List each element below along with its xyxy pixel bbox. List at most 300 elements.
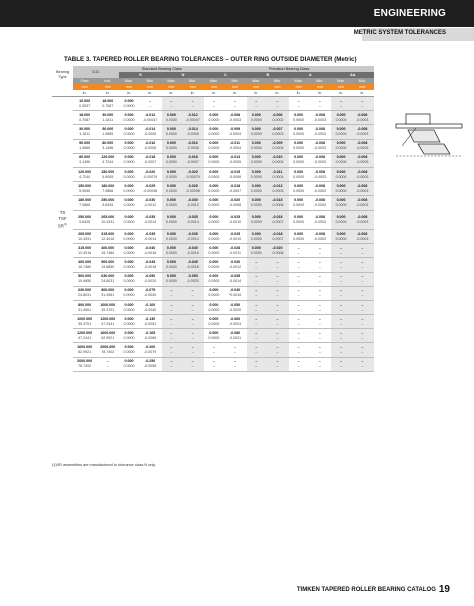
value-mm: 1600.000 xyxy=(77,345,93,350)
value-mm: -0.020 xyxy=(229,197,241,202)
value-in: – xyxy=(318,293,321,298)
value-mm: – xyxy=(170,302,173,307)
value-mm: -0.008 xyxy=(357,112,368,117)
table-row xyxy=(52,97,374,111)
value-mm: -0.030 xyxy=(187,197,198,202)
value-mm: – xyxy=(297,345,300,350)
value-mm: -0.013 xyxy=(272,183,283,188)
value-mm: 400.000 xyxy=(101,245,115,250)
od-incl-cell xyxy=(96,210,119,229)
tolerance-cell xyxy=(289,139,308,153)
value-mm: 0.000 xyxy=(166,259,176,264)
tolerance-cell xyxy=(119,196,138,210)
value-mm: 0.000 xyxy=(124,302,134,307)
tolerance-cell xyxy=(223,97,246,111)
tolerance-cell xyxy=(204,182,223,196)
value-mm: -0.016 xyxy=(145,141,156,146)
value-mm: -0.028 xyxy=(229,245,241,250)
tolerance-cell xyxy=(289,286,308,300)
tolerance-cell xyxy=(139,315,162,329)
value-mm: – xyxy=(255,345,258,350)
tolerance-cell xyxy=(162,111,181,125)
od-over-cell xyxy=(73,111,96,125)
tolerance-cell xyxy=(266,244,289,258)
tolerance-cell xyxy=(289,315,308,329)
table-row xyxy=(52,272,374,286)
value-in: – xyxy=(255,279,258,284)
value-mm: 630.000 xyxy=(101,274,115,279)
value-in: -0.0018 xyxy=(144,264,157,269)
od-incl-cell xyxy=(96,300,119,314)
value-in: – xyxy=(255,307,258,312)
tolerance-cell xyxy=(204,229,223,243)
value-in: 0.0000 xyxy=(208,219,220,224)
table-row xyxy=(52,357,374,371)
value-in: 0.0000 xyxy=(123,236,135,241)
tolerance-cell xyxy=(331,139,350,153)
value-in: 0.3937 xyxy=(79,103,91,108)
bearing-type-cell xyxy=(52,182,73,196)
value-in: -0.0004 xyxy=(271,174,284,179)
value-in: 31.4961 xyxy=(78,307,92,312)
value-mm: -0.008 xyxy=(314,231,325,236)
tolerance-cell xyxy=(139,125,162,139)
value-in: 0.0000 xyxy=(123,335,135,340)
value-mm: – xyxy=(170,98,173,103)
value-in: -0.0004 xyxy=(228,146,242,151)
value-in: 19.6850 xyxy=(101,264,115,269)
column-subheader: Max. xyxy=(119,78,138,84)
unit-mm-label: mm xyxy=(139,84,162,90)
value-in: -0.0004 xyxy=(271,146,284,151)
tolerance-cell xyxy=(289,167,308,181)
value-mm: -0.040 xyxy=(229,288,241,293)
od-incl-cell xyxy=(96,244,119,258)
tolerance-cell xyxy=(223,125,246,139)
tolerance-cell xyxy=(181,153,204,167)
od-incl-cell xyxy=(96,139,119,153)
tolerance-cell xyxy=(351,258,374,272)
column-subheader: Max. xyxy=(204,78,223,84)
bearing-type-cell xyxy=(52,125,73,139)
value-mm: – xyxy=(297,316,300,321)
value-in: 0.0000 xyxy=(250,236,262,241)
value-mm: -0.035 xyxy=(145,231,156,236)
tolerance-cell xyxy=(308,258,331,272)
value-mm: -0.050 xyxy=(229,302,241,307)
od-over-cell xyxy=(73,210,96,229)
section-subtitle: METRIC SYSTEM TOLERANCES xyxy=(353,30,446,36)
value-in: 0.0000 xyxy=(208,335,220,340)
value-in: -0.0003 xyxy=(356,188,369,193)
od-over-cell xyxy=(73,244,96,258)
tolerance-cell xyxy=(289,125,308,139)
value-in: 0.0000 xyxy=(123,219,135,224)
value-mm: 630.000 xyxy=(78,288,92,293)
tolerance-cell xyxy=(139,244,162,258)
tolerance-cell xyxy=(223,196,246,210)
value-in: -0.0010 xyxy=(228,236,242,241)
value-mm: -0.050 xyxy=(145,274,156,279)
value-mm: – xyxy=(340,359,343,364)
value-mm: 0.000 xyxy=(251,141,261,146)
value-mm: 0.000 xyxy=(166,197,176,202)
value-mm: -0.008 xyxy=(314,214,325,219)
value-mm: -0.020 xyxy=(187,169,198,174)
value-in: 62.9921 xyxy=(101,335,115,340)
bearing-type-cell xyxy=(52,139,73,153)
value-in: – xyxy=(297,293,300,298)
value-in: – xyxy=(297,103,300,108)
column-subheader: Incl. xyxy=(96,78,119,84)
value-in: 0.0000 xyxy=(335,174,347,179)
value-in: – xyxy=(340,293,343,298)
value-mm: – xyxy=(212,345,215,350)
od-header: O.D. xyxy=(73,66,119,78)
value-mm: 400.000 xyxy=(78,259,92,264)
tolerance-cell xyxy=(351,210,374,229)
tolerance-cell xyxy=(119,139,138,153)
value-in: – xyxy=(361,293,364,298)
value-mm: – xyxy=(170,288,173,293)
value-in: – xyxy=(255,293,258,298)
value-mm: 0.000 xyxy=(166,112,176,117)
value-mm: – xyxy=(361,316,364,321)
table-row xyxy=(52,258,374,272)
unit-mm-label: mm xyxy=(96,84,119,90)
value-in: -0.0003 xyxy=(356,160,369,165)
value-in: -0.00098 xyxy=(143,188,158,193)
value-mm: -0.075 xyxy=(145,288,156,293)
value-mm: – xyxy=(255,302,258,307)
value-mm: -0.030 xyxy=(145,197,156,202)
value-mm: – xyxy=(191,316,194,321)
od-incl-cell xyxy=(96,357,119,371)
value-in: -0.0003 xyxy=(356,174,369,179)
bearing-type-cell xyxy=(52,153,73,167)
tolerance-cell xyxy=(289,97,308,111)
value-in: 0.0000 xyxy=(208,293,220,298)
value-mm: 0.000 xyxy=(336,197,346,202)
value-mm: 0.000 xyxy=(251,155,261,160)
tolerance-cell xyxy=(308,329,331,343)
tolerance-cell xyxy=(204,196,223,210)
tolerance-cell xyxy=(223,153,246,167)
value-mm: -0.008 xyxy=(314,169,325,174)
tolerance-cell xyxy=(181,286,204,300)
value-in: -0.00098 xyxy=(185,188,200,193)
value-mm: 0.000 xyxy=(209,214,219,219)
unit-mm-label: mm xyxy=(181,84,204,90)
value-mm: – xyxy=(276,259,279,264)
tolerance-cell xyxy=(181,229,204,243)
value-in: 0.0000 xyxy=(123,202,135,207)
value-in: 15.7480 xyxy=(78,264,92,269)
tolerance-cell xyxy=(266,315,289,329)
tolerance-cell xyxy=(204,343,223,357)
value-in: 78.7402 xyxy=(101,350,115,355)
od-over-cell xyxy=(73,357,96,371)
value-in: -0.0006 xyxy=(228,174,242,179)
tolerance-cell xyxy=(139,286,162,300)
value-mm: -0.008 xyxy=(314,112,325,117)
tolerance-cell xyxy=(308,97,331,111)
tolerance-cell xyxy=(162,125,181,139)
value-mm: -0.014 xyxy=(145,126,156,131)
tolerance-cell xyxy=(139,153,162,167)
value-mm: 180.000 xyxy=(101,183,115,188)
value-in: – xyxy=(318,335,321,340)
value-mm: -0.050 xyxy=(187,274,198,279)
tolerance-cell xyxy=(181,182,204,196)
value-mm: 0.000 xyxy=(294,183,304,188)
table-row xyxy=(52,315,374,329)
value-in: 5.9055 xyxy=(102,174,114,179)
column-subheader: Max. xyxy=(247,78,266,84)
bearing-type-label: TS xyxy=(59,210,66,215)
value-in: 0.0000 xyxy=(165,219,177,224)
od-over-cell xyxy=(73,139,96,153)
value-mm: 0.000 xyxy=(209,112,219,117)
tolerance-cell xyxy=(308,343,331,357)
value-in: 0.0000 xyxy=(165,250,177,255)
value-in: 0.0000 xyxy=(208,188,220,193)
table-row xyxy=(52,244,374,258)
tolerance-cell xyxy=(247,343,266,357)
tolerance-cell xyxy=(289,196,308,210)
tolerance-cell xyxy=(331,196,350,210)
tolerance-cell xyxy=(223,210,246,229)
value-in: -0.0003 xyxy=(313,236,326,241)
od-over-cell xyxy=(73,300,96,314)
unit-in-label: in. xyxy=(162,90,181,97)
value-in: 31.4961 xyxy=(101,293,115,298)
value-mm: 0.000 xyxy=(294,231,304,236)
tolerance-cell xyxy=(351,343,374,357)
table-row xyxy=(52,111,374,125)
value-in: 0.0000 xyxy=(123,250,135,255)
value-mm: -0.012 xyxy=(187,112,198,117)
value-mm: – xyxy=(340,245,343,250)
tolerance-cell xyxy=(351,357,374,371)
value-in: – xyxy=(170,350,173,355)
value-in: 0.0000 xyxy=(208,202,220,207)
value-in: 4.7244 xyxy=(79,174,91,179)
value-in: 0.0000 xyxy=(293,146,305,151)
tolerance-cell xyxy=(139,258,162,272)
value-in: -0.0014 xyxy=(186,219,199,224)
value-mm: – xyxy=(170,359,173,364)
value-mm: – xyxy=(318,288,321,293)
tolerance-cell xyxy=(351,111,374,125)
tolerance-cell xyxy=(223,229,246,243)
value-in: -0.0024 xyxy=(228,321,242,326)
value-in: 39.3701 xyxy=(78,321,92,326)
value-in: -0.0008 xyxy=(271,250,284,255)
tolerance-cell xyxy=(139,111,162,125)
value-in: -0.0010 xyxy=(228,219,242,224)
value-mm: – xyxy=(170,330,173,335)
value-mm: -0.035 xyxy=(229,274,241,279)
value-in: 0.0000 xyxy=(123,174,135,179)
value-mm: – xyxy=(276,345,279,350)
value-in: – xyxy=(276,293,279,298)
value-in: 0.0000 xyxy=(250,146,262,151)
value-in: 0.0000 xyxy=(208,236,220,241)
value-mm: 315.000 xyxy=(101,231,115,236)
table-row xyxy=(52,343,374,357)
tolerance-cell xyxy=(181,97,204,111)
value-mm: 0.000 xyxy=(336,141,346,146)
value-mm: 1000.000 xyxy=(77,316,93,321)
tolerance-cell xyxy=(308,286,331,300)
od-over-cell xyxy=(73,343,96,357)
value-in: -0.0065 xyxy=(144,335,157,340)
od-incl-cell xyxy=(96,286,119,300)
tolerance-cell xyxy=(181,244,204,258)
value-mm: – xyxy=(340,330,343,335)
value-in: 0.0000 xyxy=(165,188,177,193)
tolerance-cell xyxy=(119,97,138,111)
value-in: -0.0006 xyxy=(144,146,157,151)
tolerance-cell xyxy=(223,182,246,196)
value-mm: 0.000 xyxy=(124,231,134,236)
value-mm: 0.000 xyxy=(166,245,176,250)
value-in: – xyxy=(276,103,279,108)
unit-in-label: in. xyxy=(119,90,138,97)
value-in: -0.0018 xyxy=(186,264,199,269)
tolerance-cell xyxy=(162,343,181,357)
value-in: 0.0000 xyxy=(335,131,347,136)
value-mm: -0.165 xyxy=(145,330,156,335)
value-in: -0.00079 xyxy=(185,174,200,179)
table-row xyxy=(52,210,374,229)
value-mm: -0.020 xyxy=(272,245,283,250)
tolerance-cell xyxy=(139,167,162,181)
value-mm: – xyxy=(340,274,343,279)
value-mm: 0.000 xyxy=(209,302,219,307)
tolerance-cell xyxy=(223,343,246,357)
tolerance-cell xyxy=(119,167,138,181)
value-mm: -0.012 xyxy=(145,112,156,117)
value-mm: – xyxy=(297,98,300,103)
value-mm: 180.000 xyxy=(78,197,92,202)
tolerance-cell xyxy=(308,357,331,371)
value-in: -0.0014 xyxy=(228,279,242,284)
value-in: 0.0000 xyxy=(208,174,220,179)
class-a-header: A xyxy=(289,72,331,78)
tolerance-cell xyxy=(247,210,266,229)
value-in: – xyxy=(106,364,109,369)
od-over-cell xyxy=(73,182,96,196)
value-in: -0.0003 xyxy=(356,131,369,136)
table-row xyxy=(52,125,374,139)
value-mm: 0.000 xyxy=(124,214,134,219)
section-title: ENGINEERING xyxy=(373,8,446,19)
value-in: – xyxy=(297,279,300,284)
unit-mm-label: mm xyxy=(73,84,96,90)
tolerance-cell xyxy=(204,258,223,272)
tolerance-cell xyxy=(331,182,350,196)
od-over-cell xyxy=(73,258,96,272)
tolerance-cell xyxy=(308,272,331,286)
tolerance-cell xyxy=(247,182,266,196)
tolerance-cell xyxy=(181,329,204,343)
value-in: 0.0000 xyxy=(335,160,347,165)
value-mm: – xyxy=(255,288,258,293)
value-mm: – xyxy=(234,98,237,103)
column-subheader: Max. xyxy=(289,78,308,84)
bearing-type-cell xyxy=(52,286,73,300)
value-mm: 0.000 xyxy=(251,214,261,219)
tolerance-cell xyxy=(119,244,138,258)
od-over-cell xyxy=(73,272,96,286)
value-in: 78.7402 xyxy=(78,364,92,369)
tolerance-cell xyxy=(139,300,162,314)
value-in: – xyxy=(191,307,194,312)
column-subheader: Min. xyxy=(266,78,289,84)
value-mm: – xyxy=(255,359,258,364)
tolerance-cell xyxy=(331,210,350,229)
tolerance-cell xyxy=(204,210,223,229)
value-in: – xyxy=(340,350,343,355)
tolerance-cell xyxy=(266,125,289,139)
value-in: 0.0000 xyxy=(208,307,220,312)
unit-in-label: in. xyxy=(139,90,162,97)
value-mm: – xyxy=(361,245,364,250)
table-row xyxy=(52,167,374,181)
bearing-type-cell xyxy=(52,300,73,314)
tolerance-cell xyxy=(266,210,289,229)
value-mm: 0.000 xyxy=(124,274,134,279)
value-mm: 0.000 xyxy=(294,141,304,146)
tolerance-cell xyxy=(223,286,246,300)
unit-in-label: in. xyxy=(247,90,266,97)
value-in: – xyxy=(318,264,321,269)
value-in: 1.9685 xyxy=(79,146,91,151)
column-subheader: Min. xyxy=(223,78,246,84)
value-in: – xyxy=(361,364,364,369)
value-in: 3.1496 xyxy=(102,146,114,151)
unit-mm-label: mm xyxy=(223,84,246,90)
tolerance-cell xyxy=(266,97,289,111)
value-in: – xyxy=(297,264,300,269)
value-in: 0.0000 xyxy=(123,350,135,355)
unit-in-label: in. xyxy=(331,90,350,97)
value-in: 9.8425 xyxy=(102,202,114,207)
value-mm: 0.000 xyxy=(209,155,219,160)
tolerance-cell xyxy=(266,272,289,286)
value-mm: -0.016 xyxy=(187,141,198,146)
value-in: -0.0003 xyxy=(313,174,326,179)
value-in: 0.0000 xyxy=(208,117,220,122)
value-mm: 0.000 xyxy=(336,126,346,131)
value-in: – xyxy=(191,103,194,108)
value-in: – xyxy=(361,335,364,340)
tolerance-cell xyxy=(331,229,350,243)
value-in: -0.0003 xyxy=(313,146,326,151)
value-in: – xyxy=(297,321,300,326)
od-incl-cell xyxy=(96,329,119,343)
value-mm: 0.000 xyxy=(251,231,261,236)
value-mm: 250.000 xyxy=(78,214,92,219)
value-in: – xyxy=(170,335,173,340)
column-subheader: Max. xyxy=(162,78,181,84)
value-in: – xyxy=(297,364,300,369)
value-mm: 0.000 xyxy=(251,183,261,188)
value-mm: 1600.000 xyxy=(100,330,116,335)
tolerance-cell xyxy=(331,343,350,357)
